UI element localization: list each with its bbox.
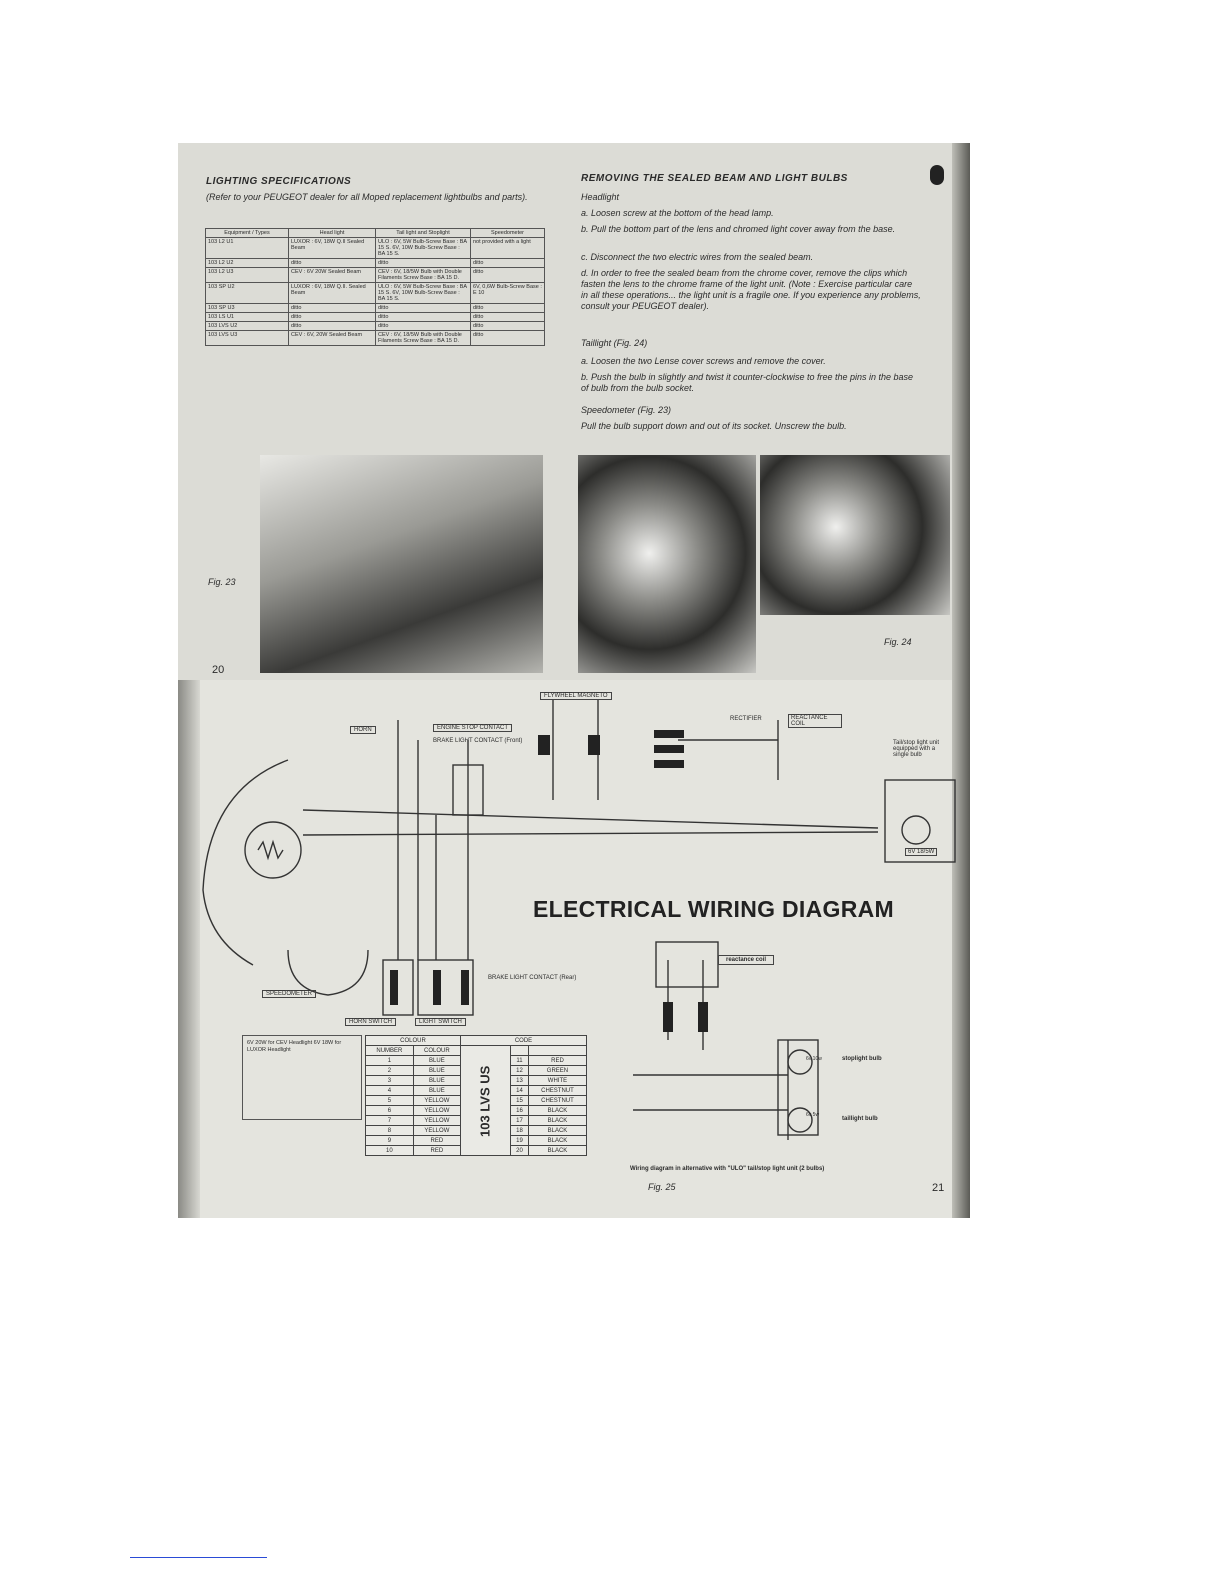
table-cell: ULO : 6V, 5W Bulb-Screw Base : BA 15 S. 6V, 10W Bulb-Screw Base : BA 15 S.: [376, 283, 471, 304]
table-cell: ditto: [471, 268, 545, 283]
table-header-row: [366, 1036, 587, 1046]
wiring-diagram-title: ELECTRICAL WIRING DIAGRAM: [533, 896, 895, 922]
table-cell: [528, 1046, 586, 1056]
taillight-photo: [578, 455, 756, 673]
table-cell: ditto: [471, 313, 545, 322]
headlight-step: c. Disconnect the two electric wires from the sealed beam.: [581, 252, 814, 262]
headlight-outline: [203, 760, 288, 965]
horn-switch-label: HORN SWITCH: [345, 1018, 396, 1026]
table-cell: CHESTNUT: [528, 1086, 586, 1096]
table-header: COLOUR: [413, 1046, 460, 1056]
tail-bulb-label: 6V 18/5W: [905, 848, 937, 856]
table-cell: 6V, 0,6W Bulb-Screw Base : E 10: [471, 283, 545, 304]
table-header: Speedometer: [471, 229, 545, 238]
table-cell: 18: [510, 1126, 528, 1136]
table-cell: 103 LS U1: [206, 313, 289, 322]
table-cell: 3: [366, 1076, 414, 1086]
table-cell: 103 L2 U2: [206, 259, 289, 268]
table-cell: BLUE: [413, 1076, 460, 1086]
table-row: [206, 238, 545, 259]
table-cell: ditto: [376, 304, 471, 313]
stoplight-bulb-label: stoplight bulb: [842, 1056, 882, 1062]
page-number-right: 21: [932, 1182, 945, 1194]
table-cell: 103 L2 U3: [206, 268, 289, 283]
table-cell: [510, 1046, 528, 1056]
table-cell: ditto: [289, 322, 376, 331]
table-cell: 2: [366, 1066, 414, 1076]
table-cell: 5: [366, 1096, 414, 1106]
table-cell: YELLOW: [413, 1116, 460, 1126]
headlight-note: 6V 20W for CEV Headlight 6V 18W for LUXOR Headlight: [242, 1035, 362, 1120]
table-cell: 9: [366, 1136, 414, 1146]
table-cell: YELLOW: [413, 1126, 460, 1136]
table-header: Equipment / Types: [206, 229, 289, 238]
headlamp-photo: [260, 455, 543, 673]
engine-stop-label: ENGINE STOP CONTACT: [433, 724, 512, 732]
table-cell: 17: [510, 1116, 528, 1126]
light-switch-label: LIGHT SWITCH: [415, 1018, 466, 1026]
table-cell: LUXOR : 6V, 18W Q.II. Sealed Beam: [289, 283, 376, 304]
table-row: [206, 268, 545, 283]
stoplight-bulb-circle: [788, 1050, 812, 1074]
table-cell: CEV : 6V 20W Sealed Beam: [289, 268, 376, 283]
lighting-spec-table: [205, 228, 545, 346]
taillight-step: a. Loosen the two Lense cover screws and remove the cover.: [581, 356, 826, 366]
table-cell: BLACK: [528, 1136, 586, 1146]
tail-bulb: [902, 816, 930, 844]
table-cell: 10: [366, 1146, 414, 1156]
table-cell: BLUE: [413, 1086, 460, 1096]
table-cell: ditto: [471, 331, 545, 346]
table-cell: 8: [366, 1126, 414, 1136]
removing-bulbs-heading: REMOVING THE SEALED BEAM AND LIGHT BULBS: [581, 173, 848, 184]
stop-rating: 6v 10w: [806, 1056, 822, 1062]
table-header: NUMBER: [366, 1046, 414, 1056]
table-cell: ditto: [471, 304, 545, 313]
table-row: [206, 313, 545, 322]
table-header-row: [206, 229, 545, 238]
table-cell: 12: [510, 1066, 528, 1076]
table-row: [206, 283, 545, 304]
table-header: Head light: [289, 229, 376, 238]
table-cell: BLACK: [528, 1116, 586, 1126]
table-cell: 16: [510, 1106, 528, 1116]
table-cell: 7: [366, 1116, 414, 1126]
table-cell: CEV : 6V, 20W Sealed Beam: [289, 331, 376, 346]
table-cell: 103 LVS U3: [206, 331, 289, 346]
table-cell: ditto: [471, 322, 545, 331]
fig-25-label: Fig. 25: [648, 1182, 676, 1192]
table-cell: YELLOW: [413, 1106, 460, 1116]
brake-rear-label: BRAKE LIGHT CONTACT (Rear): [488, 975, 577, 981]
page-number-left: 20: [212, 664, 225, 676]
model-label: 103 LVS US: [460, 1046, 510, 1156]
taillight-bulb-label: taillight bulb: [842, 1116, 878, 1122]
table-header: Tail light and Stoplight: [376, 229, 471, 238]
table-row: [206, 304, 545, 313]
table-cell: 103 SP U3: [206, 304, 289, 313]
footer-link-line: [130, 1557, 267, 1558]
alt-diagram-caption: Wiring diagram in alternative with "ULO" tail/stop light unit (2 bulbs): [630, 1166, 825, 1172]
reactance-coil-label: reactance coil: [718, 955, 774, 965]
flywheel-label: FLYWHEEL MAGNETO: [540, 692, 612, 700]
table-cell: 14: [510, 1086, 528, 1096]
rectifier-label: RECTIFIER: [730, 716, 762, 722]
speedometer-text: Pull the bulb support down and out of its socket. Unscrew the bulb.: [581, 421, 847, 431]
speedometer-subtitle: Speedometer (Fig. 23): [581, 405, 672, 415]
speedometer-photo: [760, 455, 950, 615]
table-cell: ditto: [471, 259, 545, 268]
table-cell: ditto: [289, 259, 376, 268]
table-cell: 20: [510, 1146, 528, 1156]
headlight-step: a. Loosen screw at the bottom of the head lamp.: [581, 208, 774, 218]
table-cell: ditto: [289, 304, 376, 313]
taillight-subtitle: Taillight (Fig. 24): [581, 338, 648, 348]
table-cell: ditto: [376, 259, 471, 268]
tail-rating: 6v 5w: [806, 1112, 820, 1118]
colour-code-table: [365, 1035, 587, 1156]
table-cell: 19: [510, 1136, 528, 1146]
taillight-step: b. Push the bulb in slightly and twist it counter-clockwise to free the pins in the base of bulb from the bulb socket.: [581, 372, 914, 393]
speedometer-label: SPEEDOMETER: [262, 990, 316, 998]
table-cell: BLACK: [528, 1126, 586, 1136]
table-cell: BLACK: [528, 1146, 586, 1156]
table-row: [206, 259, 545, 268]
table-header: COLOUR: [366, 1036, 461, 1046]
table-header-row: [366, 1046, 587, 1056]
headlight-step: d. In order to free the sealed beam from the chrome cover, remove the clips which fasten the lens to the chrome frame of the light unit. (Note : Exercise particular care in all these operations... the light unit is a fragile one. If you experience any problems, consult your PEUGEOT dealer).: [581, 268, 921, 311]
table-cell: 103 LVS U2: [206, 322, 289, 331]
brake-front-label: BRAKE LIGHT CONTACT (Front): [433, 738, 523, 744]
table-cell: not provided with a light: [471, 238, 545, 259]
table-cell: LUXOR : 6V, 18W Q.II Sealed Beam: [289, 238, 376, 259]
table-cell: 4: [366, 1086, 414, 1096]
tail-note: Tail/stop light unit equipped with a single bulb: [893, 740, 940, 758]
lighting-intro: (Refer to your PEUGEOT dealer for all Moped replacement lightbulbs and parts).: [206, 192, 528, 202]
table-cell: RED: [528, 1056, 586, 1066]
table-cell: ULO : 6V, 5W Bulb-Screw Base : BA 15 S. 6V, 10W Bulb-Screw Base : BA 15 S.: [376, 238, 471, 259]
table-row: [206, 331, 545, 346]
table-cell: CEV : 6V, 18/5W Bulb with Double Filaments Screw Base : BA 15 D.: [376, 268, 471, 283]
table-cell: CEV : 6V, 18/5W Bulb with Double Filaments Screw Base : BA 15 D.: [376, 331, 471, 346]
table-cell: ditto: [289, 313, 376, 322]
headlight-subtitle: Headlight: [581, 192, 620, 202]
fig-24-label: Fig. 24: [884, 637, 912, 647]
table-cell: 103 SP U2: [206, 283, 289, 304]
table-cell: 15: [510, 1096, 528, 1106]
table-cell: BLUE: [413, 1056, 460, 1066]
table-cell: RED: [413, 1146, 460, 1156]
horn-label: HORN: [350, 726, 376, 734]
lighting-specifications-heading: LIGHTING SPECIFICATIONS: [206, 176, 352, 187]
reactance-label: REACTANCE COIL: [788, 714, 842, 728]
table-cell: 6: [366, 1106, 414, 1116]
page-tab: [930, 165, 944, 185]
speedometer-outline: [288, 950, 368, 995]
table-cell: RED: [413, 1136, 460, 1146]
headlight-bulb: [245, 822, 301, 878]
table-cell: BLUE: [413, 1066, 460, 1076]
fig-23-label: Fig. 23: [208, 577, 236, 587]
headlight-step: b. Pull the bottom part of the lens and chromed light cover away from the base.: [581, 224, 896, 234]
table-cell: 103 L2 U1: [206, 238, 289, 259]
table-cell: 11: [510, 1056, 528, 1066]
table-cell: ditto: [376, 313, 471, 322]
table-row: [206, 322, 545, 331]
table-cell: BLACK: [528, 1106, 586, 1116]
table-cell: YELLOW: [413, 1096, 460, 1106]
table-cell: 1: [366, 1056, 414, 1066]
table-cell: ditto: [376, 322, 471, 331]
table-header: CODE: [460, 1036, 586, 1046]
table-cell: WHITE: [528, 1076, 586, 1086]
table-cell: GREEN: [528, 1066, 586, 1076]
table-cell: CHESTNUT: [528, 1096, 586, 1106]
table-cell: 13: [510, 1076, 528, 1086]
